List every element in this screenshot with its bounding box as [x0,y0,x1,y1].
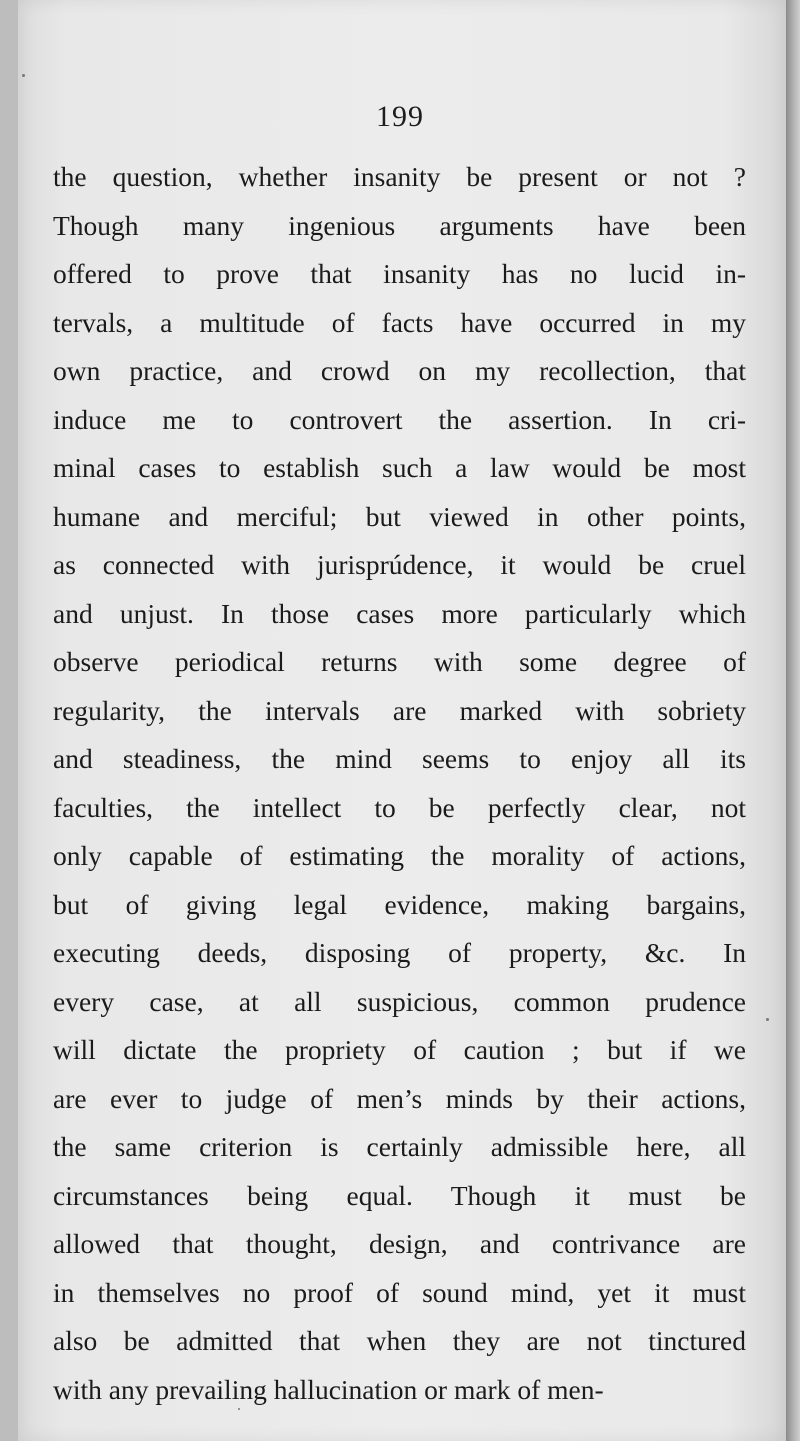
text-line: are ever to judge of men’s minds by their actions, [53,1082,746,1114]
page-edge-shadow [786,0,800,1441]
text-line: allowed that thought, design, and contrivance are [53,1228,746,1259]
text-line: regularity, the intervals are marked with sobriety [53,694,746,726]
paper-speck [22,74,25,77]
body-text [53,153,746,1414]
text-line: executing deeds, disposing of property, &c. In [53,937,746,968]
text-line: faculties, the intellect to be perfectly clear, not [53,791,746,823]
paper-speck [766,1018,769,1021]
text-line: the question, whether insanity be present or not ? [53,161,746,192]
text-line: Though many ingenious arguments have been [53,209,746,241]
text-line: also be admitted that when they are not tinctured [53,1325,746,1356]
page-number: 199 [376,100,424,133]
text-line: the same criterion is certainly admissible here, all [53,1131,746,1162]
text-line: in themselves no proof of sound mind, yet it must [53,1276,746,1308]
text-line: tervals, a multitude of facts have occurred in my [53,306,746,338]
text-line: humane and merciful; but viewed in other points, [53,500,746,532]
text-line: and unjust. In those cases more particularly which [53,597,746,629]
text-line: own practice, and crowd on my recollection, that [53,355,746,386]
text-line: observe periodical returns with some degree of [53,646,746,677]
paper-speck [238,1408,240,1410]
text-line: as connected with jurisprúdence, it would be cruel [53,549,746,580]
text-line: only capable of estimating the morality of actions, [53,840,746,871]
text-line: offered to prove that insanity has no lucid in- [53,258,746,289]
text-line: with any prevailing hallucination or mark of men- [53,1373,604,1405]
text-line: every case, at all suspicious, common prudence [53,985,746,1017]
text-line: and steadiness, the mind seems to enjoy all its [53,743,746,774]
text-line: but of giving legal evidence, making bargains, [53,888,746,920]
text-line: circumstances being equal. Though it must be [53,1179,746,1211]
text-line: will dictate the propriety of caution ; but if we [53,1034,746,1065]
text-line: induce me to controvert the assertion. In cri- [53,403,746,435]
text-line: minal cases to establish such a law would be most [53,452,746,483]
